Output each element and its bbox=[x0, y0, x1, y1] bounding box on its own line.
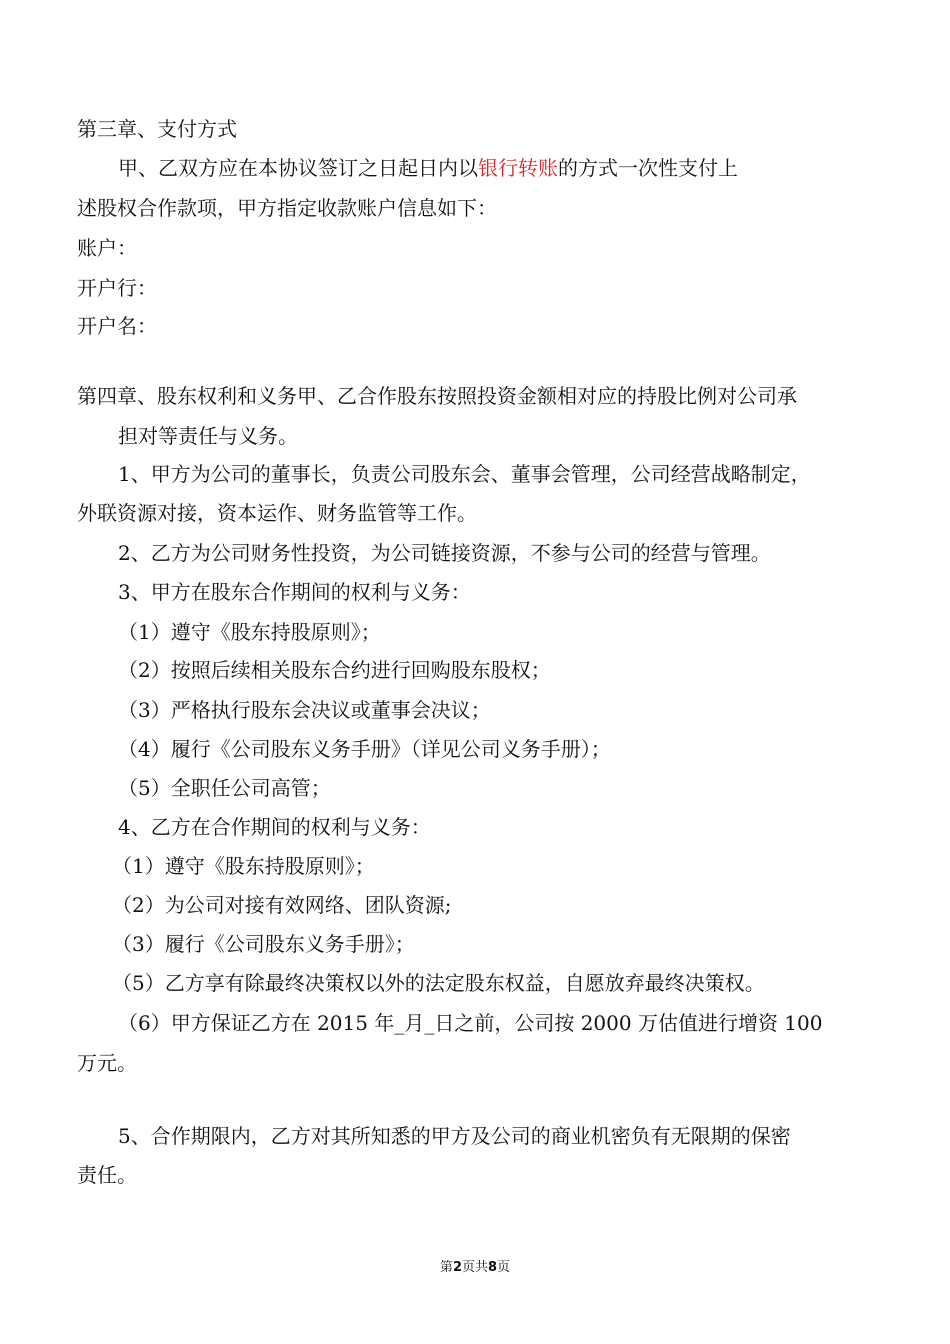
item5-line2: 责任。 bbox=[77, 1163, 137, 1187]
item5-line1: 5、合作期限内，乙方对其所知悉的甲方及公司的商业机密负有无限期的保密 bbox=[118, 1124, 791, 1148]
item3-sub5: （5）全职任公司高管； bbox=[118, 776, 331, 800]
chapter4-line1: 第四章、股东权利和义务甲、乙合作股东按照投资金额相对应的持股比例对公司承 bbox=[77, 384, 797, 408]
item3-sub3: （3）严格执行股东会决议或董事会决议； bbox=[118, 698, 491, 722]
item1-line2: 外联资源对接，资本运作、财务监管等工作。 bbox=[77, 501, 477, 525]
page-footer bbox=[0, 1256, 950, 1275]
item1-line1: 1、甲方为公司的董事长，负责公司股东会、董事会管理，公司经营战略制定， bbox=[118, 462, 811, 486]
footer-middle: 页共 bbox=[461, 1260, 488, 1275]
account-label: 账户： bbox=[77, 236, 137, 260]
chapter4-line2: 担对等责任与义务。 bbox=[118, 424, 298, 448]
item4: 4、乙方在合作期间的权利与义务： bbox=[118, 815, 431, 839]
chapter3-title: 第三章、支付方式 bbox=[77, 117, 237, 141]
item2: 2、乙方为公司财务性投资，为公司链接资源，不参与公司的经营与管理。 bbox=[118, 541, 771, 565]
footer-prefix: 第 bbox=[439, 1260, 453, 1275]
footer-total-pages: 8 bbox=[488, 1260, 498, 1275]
item4-sub1: （1）遵守《股东持股原则》； bbox=[112, 854, 375, 878]
footer-page-number: 2 bbox=[452, 1260, 462, 1275]
ch3-text-pre: 甲、乙双方应在本协议签订之日起日内以 bbox=[118, 156, 478, 180]
ch3-bank-transfer-highlight: 银行转账 bbox=[478, 156, 558, 180]
item4-sub6-line2: 万元。 bbox=[77, 1051, 137, 1075]
ch3-text-post: 的方式一次性支付上 bbox=[558, 156, 738, 180]
footer-suffix: 页 bbox=[497, 1260, 511, 1275]
item3-sub2: （2）按照后续相关股东合约进行回购股东股权； bbox=[118, 658, 551, 682]
item4-sub2: （2）为公司对接有效网络、团队资源; bbox=[112, 893, 452, 917]
item4-sub5: （5）乙方享有除最终决策权以外的法定股东权益，自愿放弃最终决策权。 bbox=[112, 971, 765, 995]
chapter3-paragraph-line1 bbox=[118, 156, 738, 180]
item4-sub3: （3）履行《公司股东义务手册》； bbox=[112, 932, 415, 956]
item4-sub6-line1: （6）甲方保证乙方在 2015 年_月_日之前，公司按 2000 万估值进行增资 100 bbox=[118, 1011, 823, 1035]
item3-sub1: （1）遵守《股东持股原则》； bbox=[118, 620, 381, 644]
chapter3-paragraph-line2: 述股权合作款项，甲方指定收款账户信息如下： bbox=[77, 196, 497, 220]
item3-sub4: （4）履行《公司股东义务手册》（详见公司义务手册）； bbox=[118, 737, 611, 761]
account-name-label: 开户名： bbox=[77, 314, 157, 338]
bank-label: 开户行： bbox=[77, 276, 157, 300]
item3: 3、甲方在股东合作期间的权利与义务： bbox=[118, 580, 471, 604]
